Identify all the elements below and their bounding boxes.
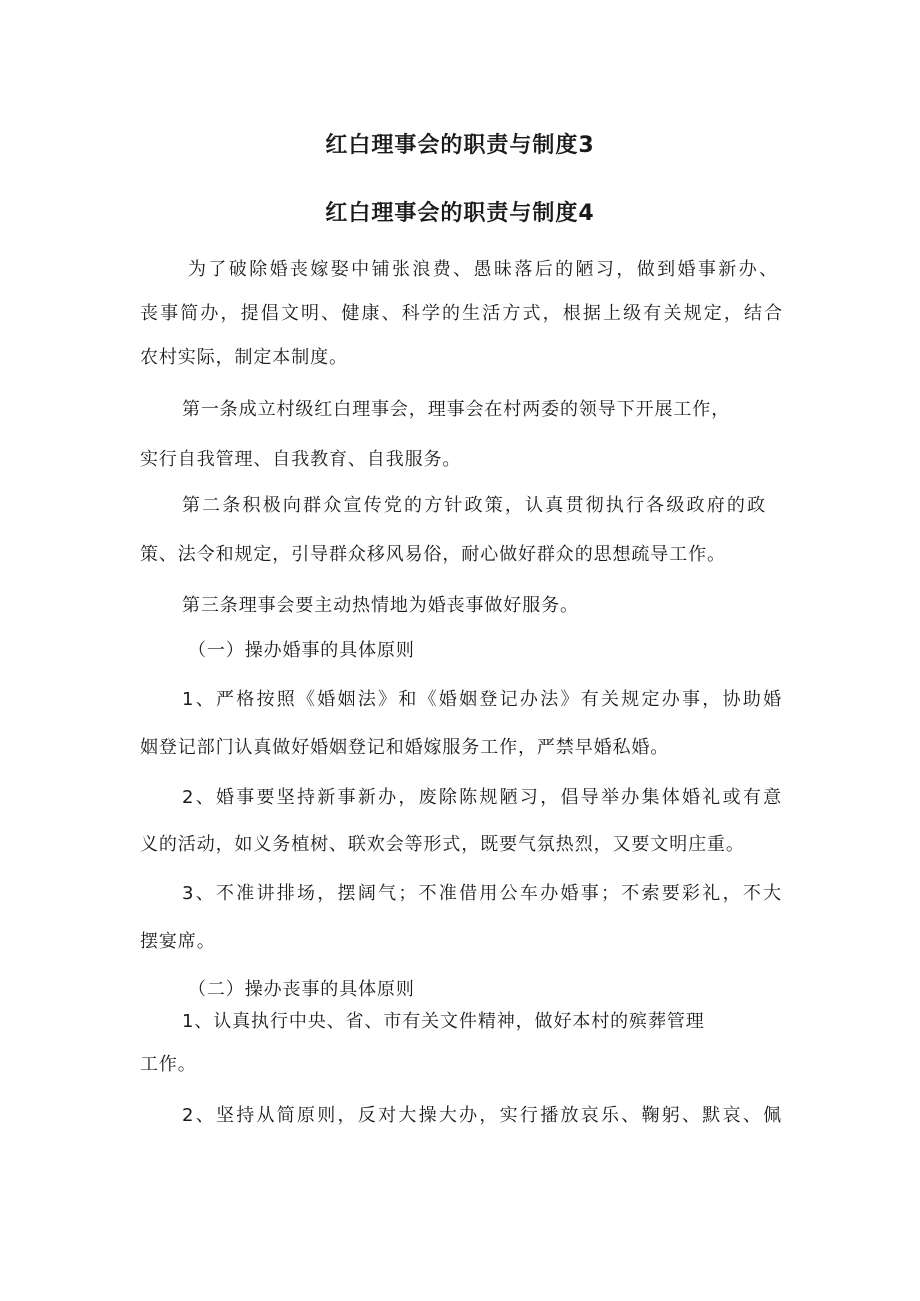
paragraph-line: 2、坚持从简原则，反对大操大办，实行播放哀乐、鞠躬、默哀、佩	[182, 1105, 782, 1126]
document-subtitle: 红白理事会的职责与制度4	[325, 201, 595, 226]
paragraph-line: 农村实际，制定本制度。	[140, 347, 348, 368]
paragraph-line: 第三条理事会要主动热情地为婚丧事做好服务。	[182, 595, 579, 616]
paragraph-line: 2、婚事要坚持新事新办，废除陈规陋习，倡导举办集体婚礼或有意	[182, 787, 782, 808]
paragraph-line: 实行自我管理、自我教育、自我服务。	[140, 449, 462, 470]
paragraph-line: 3、不准讲排场，摆阔气；不准借用公车办婚事；不索要彩礼，不大	[182, 883, 782, 904]
paragraph-line: 1、认真执行中央、省、市有关文件精神，做好本村的殡葬管理	[182, 1011, 705, 1032]
paragraph-line: 为了破除婚丧嫁娶中铺张浪费、愚昧落后的陋习，做到婚事新办、	[188, 259, 778, 280]
document-title: 红白理事会的职责与制度3	[325, 133, 595, 158]
paragraph-line: 姻登记部门认真做好婚姻登记和婚嫁服务工作，严禁早婚私婚。	[140, 737, 670, 758]
paragraph-line: 第一条成立村级红白理事会，理事会在村两委的领导下开展工作，	[182, 399, 731, 420]
paragraph-line: 摆宴席。	[140, 931, 216, 952]
section-heading: （二）操办丧事的具体原则	[188, 979, 415, 1000]
paragraph-line: 义的活动，如义务植树、联欢会等形式，既要气氛热烈，又要文明庄重。	[140, 834, 745, 855]
paragraph-line: 1、严格按照《婚姻法》和《婚姻登记办法》有关规定办事，协助婚	[182, 689, 782, 710]
paragraph-line: 丧事简办，提倡文明、健康、科学的生活方式，根据上级有关规定，结合	[140, 303, 783, 324]
paragraph-line: 第二条积极向群众宣传党的方针政策，认真贯彻执行各级政府的政	[182, 495, 766, 516]
section-heading: （一）操办婚事的具体原则	[188, 640, 415, 661]
paragraph-line: 工作。	[140, 1054, 197, 1075]
paragraph-line: 策、法令和规定，引导群众移风易俗，耐心做好群众的思想疏导工作。	[140, 544, 726, 565]
